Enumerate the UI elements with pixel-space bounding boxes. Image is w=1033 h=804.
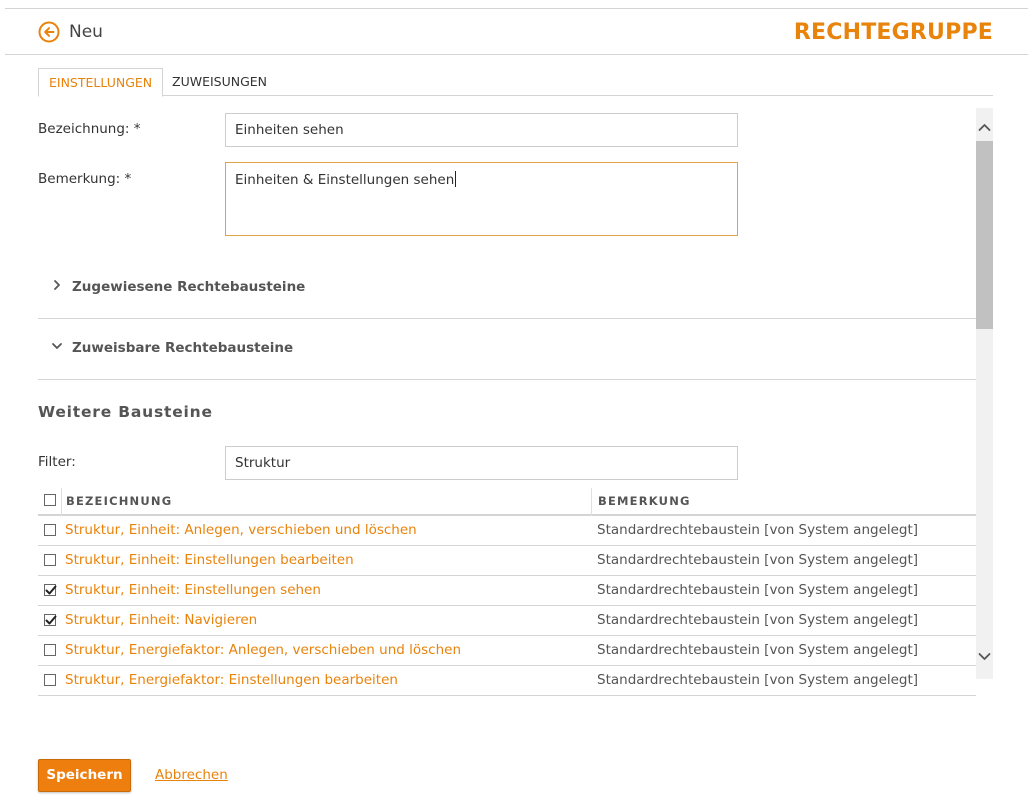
row-name-link[interactable]: Struktur, Einheit: Einstellungen bearbeiten	[65, 552, 354, 568]
row-name-link[interactable]: Struktur, Energiefaktor: Anlegen, verschieben und löschen	[65, 642, 462, 658]
bemerkung-value: Einheiten & Einstellungen sehen	[235, 172, 455, 188]
header-divider	[5, 54, 1028, 55]
bezeichnung-value: Einheiten sehen	[235, 122, 344, 138]
filter-value: Struktur	[235, 455, 291, 471]
filter-label: Filter:	[38, 454, 76, 470]
row-note: Standardrechtebaustein [von System angelegt]	[597, 552, 919, 568]
section-zuweisbare-label: Zuweisbare Rechtebausteine	[72, 340, 294, 356]
chevron-down-icon	[51, 340, 63, 352]
tab-bar	[38, 68, 993, 96]
column-header-bezeichnung[interactable]: BEZEICHNUNG	[66, 494, 173, 508]
cancel-link[interactable]: Abbrechen	[155, 767, 228, 783]
row-note: Standardrechtebaustein [von System angelegt]	[597, 642, 919, 658]
table-row[interactable]	[38, 576, 976, 606]
chevron-right-icon	[51, 279, 63, 291]
checkmark-icon	[44, 613, 58, 627]
row-checkbox[interactable]	[44, 644, 56, 656]
tab-zuweisungen[interactable]: ZUWEISUNGEN	[172, 74, 268, 89]
row-checkbox[interactable]	[44, 554, 56, 566]
row-name-link[interactable]: Struktur, Energiefaktor: Einstellungen bearbeiten	[65, 672, 398, 688]
section-zugewiesene[interactable]	[38, 257, 976, 319]
top-divider	[5, 8, 1028, 9]
header-separator	[591, 488, 592, 516]
table-row[interactable]	[38, 606, 976, 636]
row-checkbox[interactable]	[44, 614, 56, 626]
bezeichnung-label: Bezeichnung: *	[38, 121, 141, 137]
bezeichnung-input[interactable]	[225, 113, 738, 147]
save-button[interactable]: Speichern	[38, 759, 131, 792]
row-checkbox[interactable]	[44, 674, 56, 686]
text-cursor	[455, 171, 456, 187]
form-scroll-area	[38, 108, 993, 688]
section-zuweisbare[interactable]	[38, 318, 976, 380]
row-name-link[interactable]: Struktur, Einheit: Einstellungen sehen	[65, 582, 321, 598]
chevron-down-icon[interactable]	[976, 648, 993, 665]
row-name-link[interactable]: Struktur, Einheit: Navigieren	[65, 612, 258, 628]
table-header	[38, 488, 976, 516]
app-title: RECHTEGRUPPE	[793, 20, 993, 45]
scrollbar-thumb[interactable]	[976, 141, 993, 329]
row-note: Standardrechtebaustein [von System angelegt]	[597, 612, 919, 628]
table-row[interactable]	[38, 666, 976, 696]
section-zugewiesene-label: Zugewiesene Rechtebausteine	[72, 279, 306, 295]
checkmark-icon	[44, 583, 58, 597]
table-row[interactable]	[38, 546, 976, 576]
page-title: Neu	[69, 22, 103, 42]
row-note: Standardrechtebaustein [von System angelegt]	[597, 522, 919, 538]
row-note: Standardrechtebaustein [von System angelegt]	[597, 582, 919, 598]
select-all-checkbox[interactable]	[44, 494, 56, 506]
row-note: Standardrechtebaustein [von System angelegt]	[597, 672, 919, 688]
tab-einstellungen[interactable]: EINSTELLUNGEN	[38, 68, 163, 97]
bausteine-table	[38, 488, 976, 696]
row-checkbox[interactable]	[44, 584, 56, 596]
bemerkung-textarea[interactable]	[225, 162, 738, 236]
column-header-bemerkung[interactable]: BEMERKUNG	[598, 494, 691, 508]
table-body	[38, 516, 976, 696]
row-checkbox[interactable]	[44, 524, 56, 536]
weitere-bausteine-heading: Weitere Bausteine	[38, 403, 213, 421]
bemerkung-label: Bemerkung: *	[38, 171, 132, 187]
page-header	[38, 20, 993, 46]
header-separator	[61, 488, 62, 516]
table-row[interactable]	[38, 636, 976, 666]
filter-input[interactable]	[225, 446, 738, 480]
arrow-left-circle-icon[interactable]	[38, 21, 60, 43]
row-name-link[interactable]: Struktur, Einheit: Anlegen, verschieben und löschen	[65, 522, 417, 538]
table-row[interactable]	[38, 516, 976, 546]
chevron-up-icon[interactable]	[976, 119, 993, 136]
